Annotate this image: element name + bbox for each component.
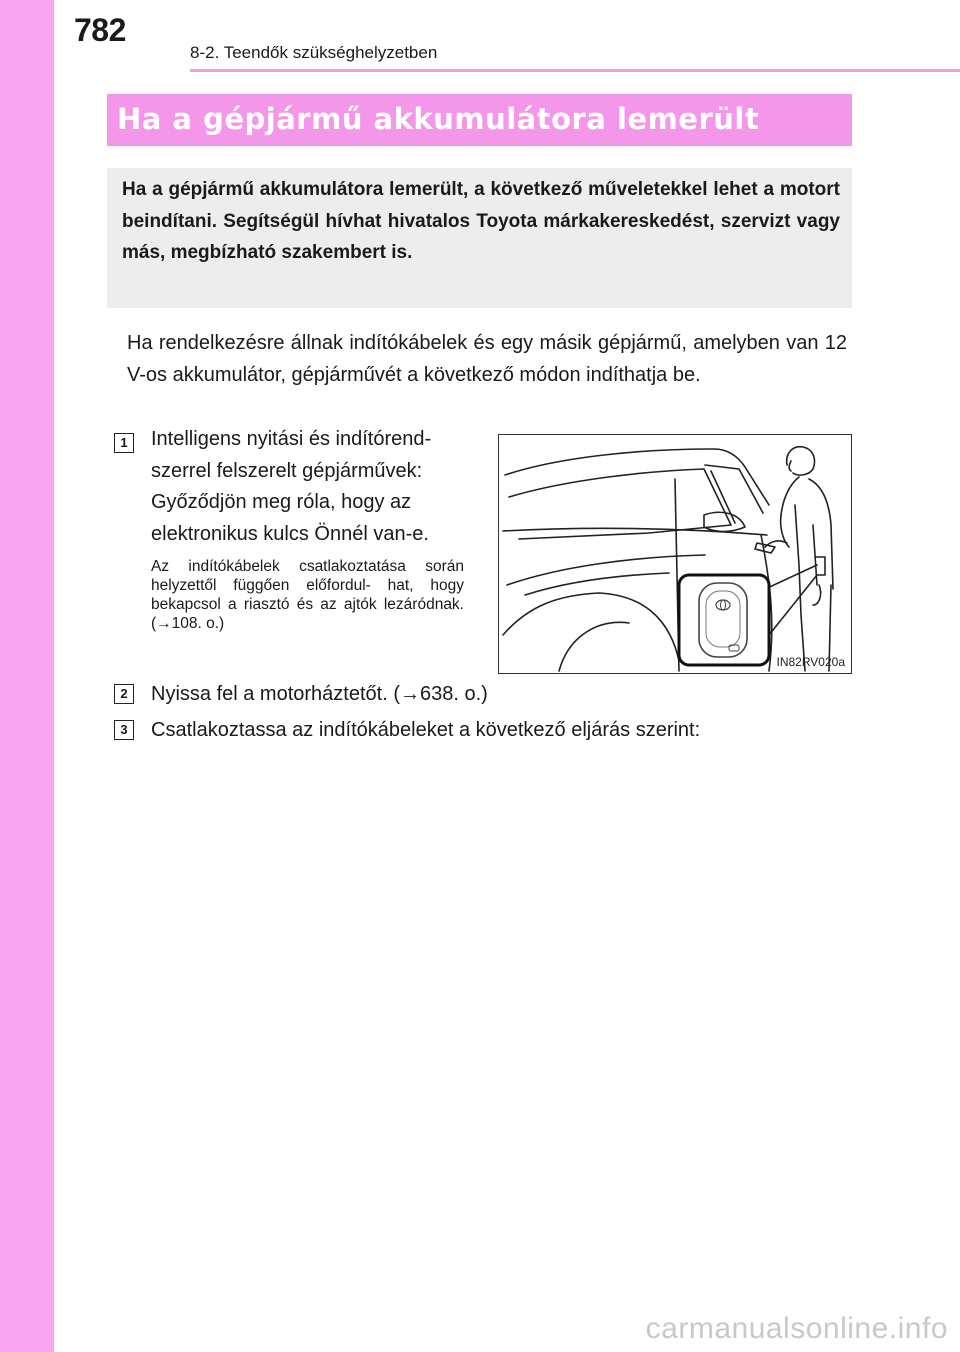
header-divider xyxy=(190,69,960,72)
step-2-badge: 2 xyxy=(114,684,134,704)
intro-text: Ha a gépjármű akkumulátora lemerült, a következő műveletekkel lehet a motort beindítani. Segítségül hívhat hivatalos Toyota márkakereskedést, szervizt vagy más, megbízható szakembert is. xyxy=(122,179,840,263)
step-3-badge: 3 xyxy=(114,720,134,740)
page-title: Ha a gépjármű akkumulátora lemerült xyxy=(117,102,760,136)
figure-code: IN82RV020a xyxy=(776,655,845,669)
chapter-side-tab xyxy=(0,0,54,1352)
body-paragraph: Ha rendelkezésre állnak indítókábelek és egy másik gépjármű, amelyben van 12 V-os akkumulátor, gépjárművét a következő módon indíthatja be. xyxy=(127,332,847,386)
watermark: carmanualsonline.info xyxy=(645,1312,948,1345)
page-number: 782 xyxy=(74,12,126,48)
step-2-text: Nyissa fel a motorháztetőt. (→638. o.) xyxy=(151,683,488,705)
step-1-text: Intelligens nyitási és indítórend- szerrel felszerelt gépjárművek: Győződjön meg róla, hogy az elektronikus kulcs Önnél van-e. xyxy=(151,428,432,545)
section-running-head: 8-2. Teendők szükséghelyzetben xyxy=(190,43,438,62)
intro-box xyxy=(107,168,852,308)
step-3-text: Csatlakoztassa az indítókábeleket a következő eljárás szerint: xyxy=(151,719,701,741)
step-1-badge: 1 xyxy=(114,433,134,453)
illustration-figure xyxy=(498,434,852,674)
car-door-key-illustration xyxy=(499,435,851,673)
title-bar xyxy=(107,94,852,146)
step-1-note: Az indítókábelek csatlakoztatása során helyzettől függően előfordul- hat, hogy bekapcsol a riasztó és az ajtók lezáródnak.(→108. o.) xyxy=(151,558,464,632)
